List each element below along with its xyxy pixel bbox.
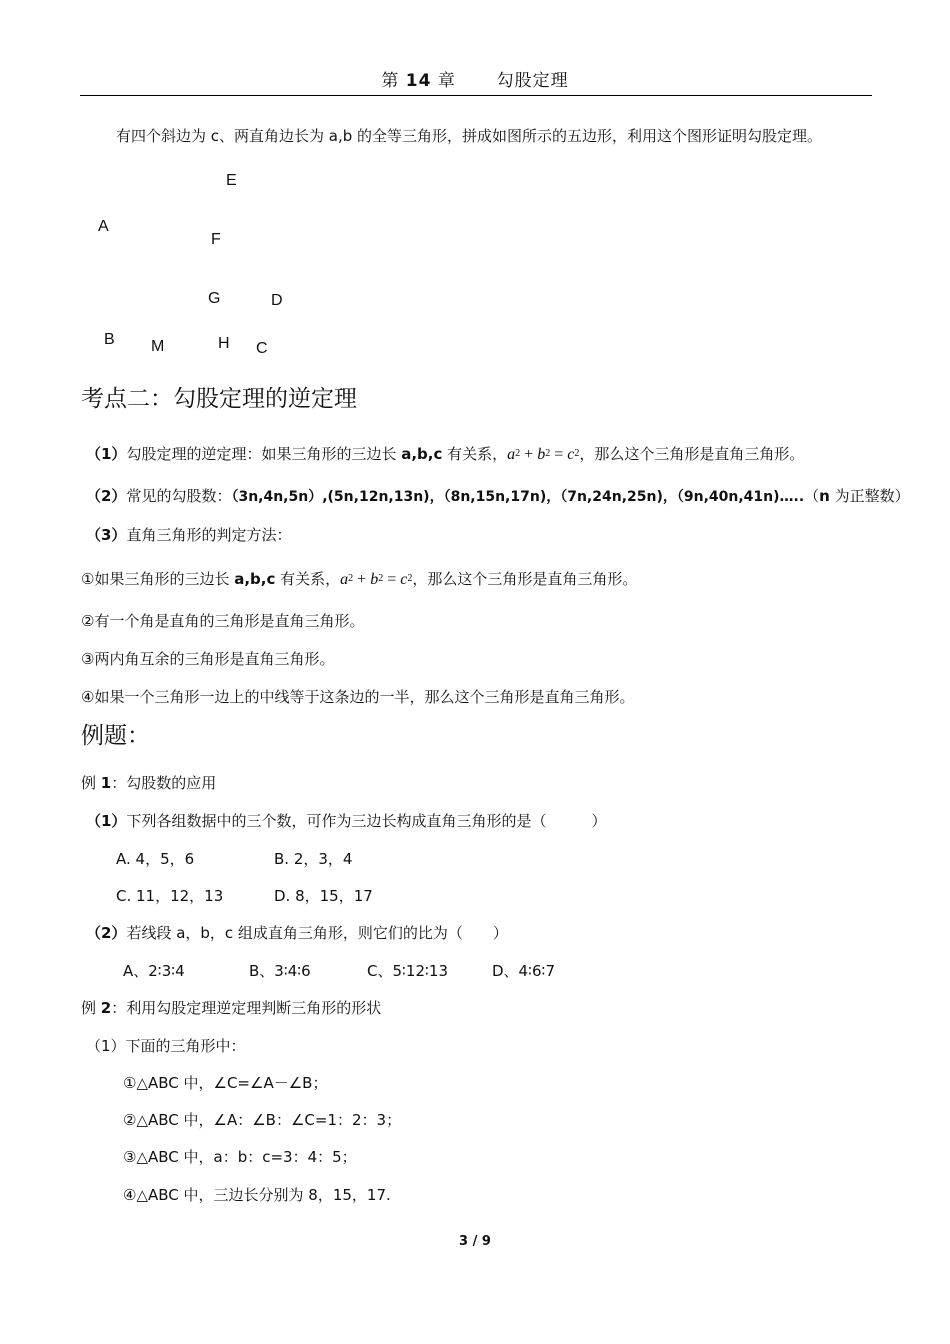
item-text: 常见的勾股数： <box>126 487 232 505</box>
ratio-option-a: A、2∶3∶4 <box>123 962 185 980</box>
example-1-heading: 例 1：勾股数的应用 <box>81 774 217 792</box>
ratio-option-d: D、4∶6∶7 <box>492 962 555 980</box>
item-text-tail: ，那么这个三角形是直角三角形。 <box>579 445 805 463</box>
item-text: 勾股定理的逆定理：如果三角形的三边长 <box>126 445 402 463</box>
intro-text: 有四个斜边为 c、两直角边长为 a,b 的全等三角形，拼成如图所示的五边形，利用这个图形证明勾股定理。 <box>116 127 823 145</box>
example-2-heading: 例 2：利用勾股定理逆定理判断三角形的形状 <box>81 999 382 1017</box>
section-title: 考点二：勾股定理的逆定理 <box>81 386 357 412</box>
figure-label-g: G <box>208 290 221 307</box>
header-title: 勾股定理 <box>496 71 569 91</box>
item-text: 直角三角形的判定方法： <box>126 526 292 544</box>
option-c: C. 11，12，13 <box>116 887 224 905</box>
example-1-question-2: （2）若线段 a，b，c 组成直角三角形，则它们的比为（ ） <box>86 924 508 942</box>
option-b: B. 2，3，4 <box>274 850 353 868</box>
examples-title: 例题： <box>81 723 150 749</box>
theorem-item-3 <box>86 524 291 545</box>
item-text-mid: 有关系， <box>442 445 508 463</box>
item-number: （2） <box>86 487 127 505</box>
figure-label-f: F <box>211 231 221 248</box>
example-2-question-1: （1）下面的三角形中： <box>86 1037 246 1055</box>
option-a: A. 4，5，6 <box>116 850 195 868</box>
item-number: （3） <box>86 526 127 544</box>
item-number: （1） <box>86 445 127 463</box>
header-chapter-num: 14 <box>405 71 432 91</box>
pythagorean-triples: （3n,4n,5n）,(5n,12n,13n)，（8n,15n,17n)，（7n,24n,25n)，（9n,40n,41n)….. <box>231 489 805 505</box>
theorem-item-1 <box>86 443 804 464</box>
triangle-case-2: ②△ABC 中，∠A：∠B：∠C=1：2：3； <box>123 1111 402 1129</box>
triangle-case-3: ③△ABC 中，a：b：c=3：4：5； <box>123 1148 357 1166</box>
figure-label-e: E <box>226 172 237 189</box>
side-vars: a,b,c <box>234 570 276 588</box>
item-text-tail: 为正整数） <box>829 487 910 505</box>
figure-label-h: H <box>218 335 230 352</box>
figure-label-b: B <box>104 331 115 348</box>
method-3: ③两内角互余的三角形是直角三角形。 <box>81 650 335 668</box>
pythagorean-formula: $a^2 + b^2 = c^2$ <box>507 446 580 463</box>
triangle-case-1: ①△ABC 中，∠C=∠A－∠B； <box>123 1074 328 1092</box>
figure-label-a: A <box>98 218 109 235</box>
example-1-question-1: （1）下列各组数据中的三个数，可作为三边长构成直角三角形的是（ ） <box>86 812 607 830</box>
pythagorean-formula: $a^2 + b^2 = c^2$ <box>340 571 413 588</box>
option-d: D. 8，15，17 <box>274 887 373 905</box>
header-prefix: 第 <box>381 71 400 91</box>
page-number: 3 / 9 <box>459 1234 491 1249</box>
method-4: ④如果一个三角形一边上的中线等于这条边的一半，那么这个三角形是直角三角形。 <box>81 688 635 706</box>
page-header <box>0 66 950 91</box>
figure-label-c: C <box>256 340 268 357</box>
method-1: ①如果三角形的三边长 a,b,c 有关系，$a^2 + b^2 = c^2$，那么这个三角形是直角三角形。 <box>81 570 638 588</box>
figure-label-d: D <box>271 292 283 309</box>
method-2: ②有一个角是直角的三角形是直角三角形。 <box>81 612 365 630</box>
n-open: （ <box>804 487 820 505</box>
figure-label-m: M <box>151 338 165 355</box>
ratio-option-b: B、3∶4∶6 <box>249 962 311 980</box>
header-suffix: 章 <box>437 71 456 91</box>
header-rule <box>80 95 872 96</box>
theorem-item-2 <box>86 485 910 506</box>
n-var: n <box>819 487 830 505</box>
triangle-case-4: ④△ABC 中，三边长分别为 8，15，17. <box>123 1186 391 1204</box>
side-vars: a,b,c <box>401 445 443 463</box>
ratio-option-c: C、5∶12∶13 <box>367 962 448 980</box>
